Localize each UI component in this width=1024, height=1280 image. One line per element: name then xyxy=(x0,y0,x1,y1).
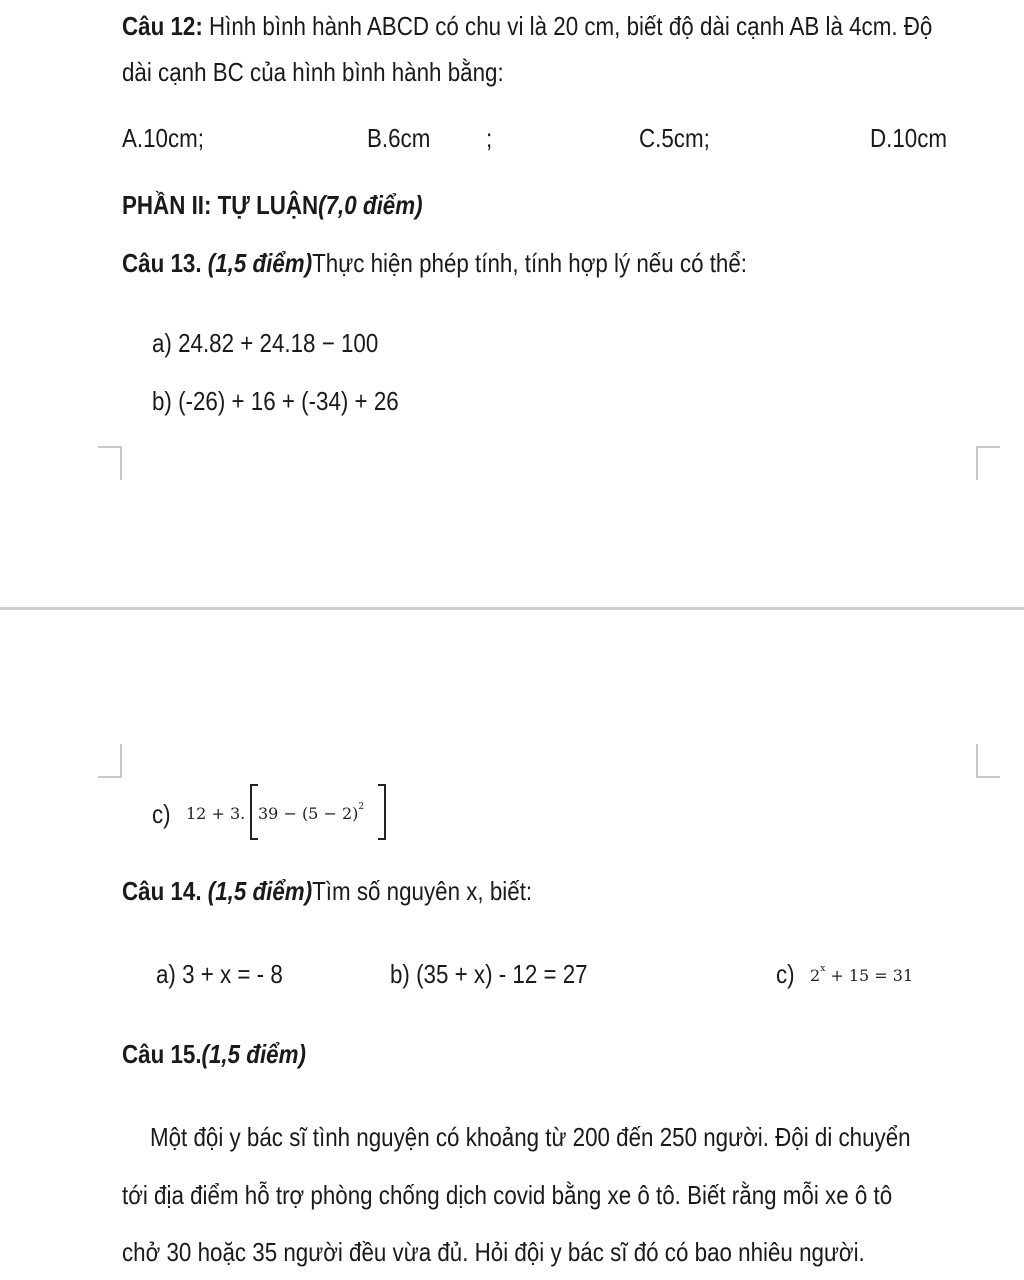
q15-points: (1,5 điểm) xyxy=(201,1039,306,1069)
q15-label: Câu 15. xyxy=(122,1039,202,1069)
q14-part-c-base: 2 xyxy=(810,966,821,985)
q14-part-c-rest: + 15 = 31 xyxy=(830,966,914,985)
q14-label: Câu 14. xyxy=(122,876,202,906)
q15-line1: Một đội y bác sĩ tình nguyện có khoảng từ 200 đến 250 người. Đội di chuyển xyxy=(150,1122,911,1152)
q12-option-d: D.10cm xyxy=(870,123,948,153)
q14-text: Tìm số nguyên x, biết: xyxy=(312,876,533,906)
q12-text-line1: Hình bình hành ABCD có chu vi là 20 cm, biết độ dài cạnh AB là 4cm. Độ xyxy=(202,11,933,41)
q13-part-c-label: c) xyxy=(152,799,171,829)
q14-part-c-exponent: x xyxy=(820,964,826,974)
q13-label: Câu 13. xyxy=(122,248,202,278)
q15-line3: chở 30 hoặc 35 người đều vừa đủ. Hỏi đội y bác sĩ đó có bao nhiêu người. xyxy=(122,1237,865,1267)
page-corner-mark-top-right xyxy=(976,446,1000,480)
right-bracket xyxy=(378,784,386,840)
q14-part-b: b) (35 + x) - 12 = 27 xyxy=(390,959,588,989)
q13-points: (1,5 điểm) xyxy=(201,248,313,278)
q12-option-c: C.5cm; xyxy=(639,123,710,153)
part2-points: (7,0 điểm) xyxy=(318,190,423,220)
q12-line1 xyxy=(122,8,932,44)
left-bracket xyxy=(250,784,258,840)
q12-option-b: B.6cm xyxy=(367,123,431,153)
q13-part-c-exponent: 2 xyxy=(358,802,365,812)
page-corner-mark-bottom-right xyxy=(976,744,1000,778)
q12-option-a: A.10cm; xyxy=(122,123,205,153)
q13-part-a: a) 24.82 + 24.18 − 100 xyxy=(152,328,379,358)
q13-part-c-inner: 39 − (5 − 2) xyxy=(258,804,359,823)
page-separator xyxy=(0,607,1024,610)
q13-text: Thực hiện phép tính, tính hợp lý nếu có thể: xyxy=(312,248,748,278)
q15-heading xyxy=(122,1036,306,1072)
q13-part-c-term1: 12 + 3. xyxy=(186,804,246,823)
q12-label: Câu 12: xyxy=(122,11,203,41)
page-corner-mark-bottom-left xyxy=(98,744,122,778)
q14-part-c-expr xyxy=(810,964,913,985)
q14-heading xyxy=(122,873,532,909)
q14-points: (1,5 điểm) xyxy=(201,876,313,906)
q14-part-c-label: c) xyxy=(776,959,795,989)
part2-heading xyxy=(122,187,423,223)
q12-option-b-semicolon: ; xyxy=(486,123,493,153)
q13-part-c-term2 xyxy=(258,804,364,823)
page-corner-mark-top-left xyxy=(98,446,122,480)
q13-heading xyxy=(122,245,747,281)
q12-text-line2: dài cạnh BC của hình bình hành bằng: xyxy=(122,57,504,87)
q15-line2: tới địa điểm hỗ trợ phòng chống dịch covid bằng xe ô tô. Biết rằng mỗi xe ô tô xyxy=(122,1180,893,1210)
q14-part-a: a) 3 + x = - 8 xyxy=(156,959,283,989)
part2-title: PHẦN II: TỰ LUẬN xyxy=(122,190,319,220)
q13-part-b: b) (-26) + 16 + (-34) + 26 xyxy=(152,386,399,416)
